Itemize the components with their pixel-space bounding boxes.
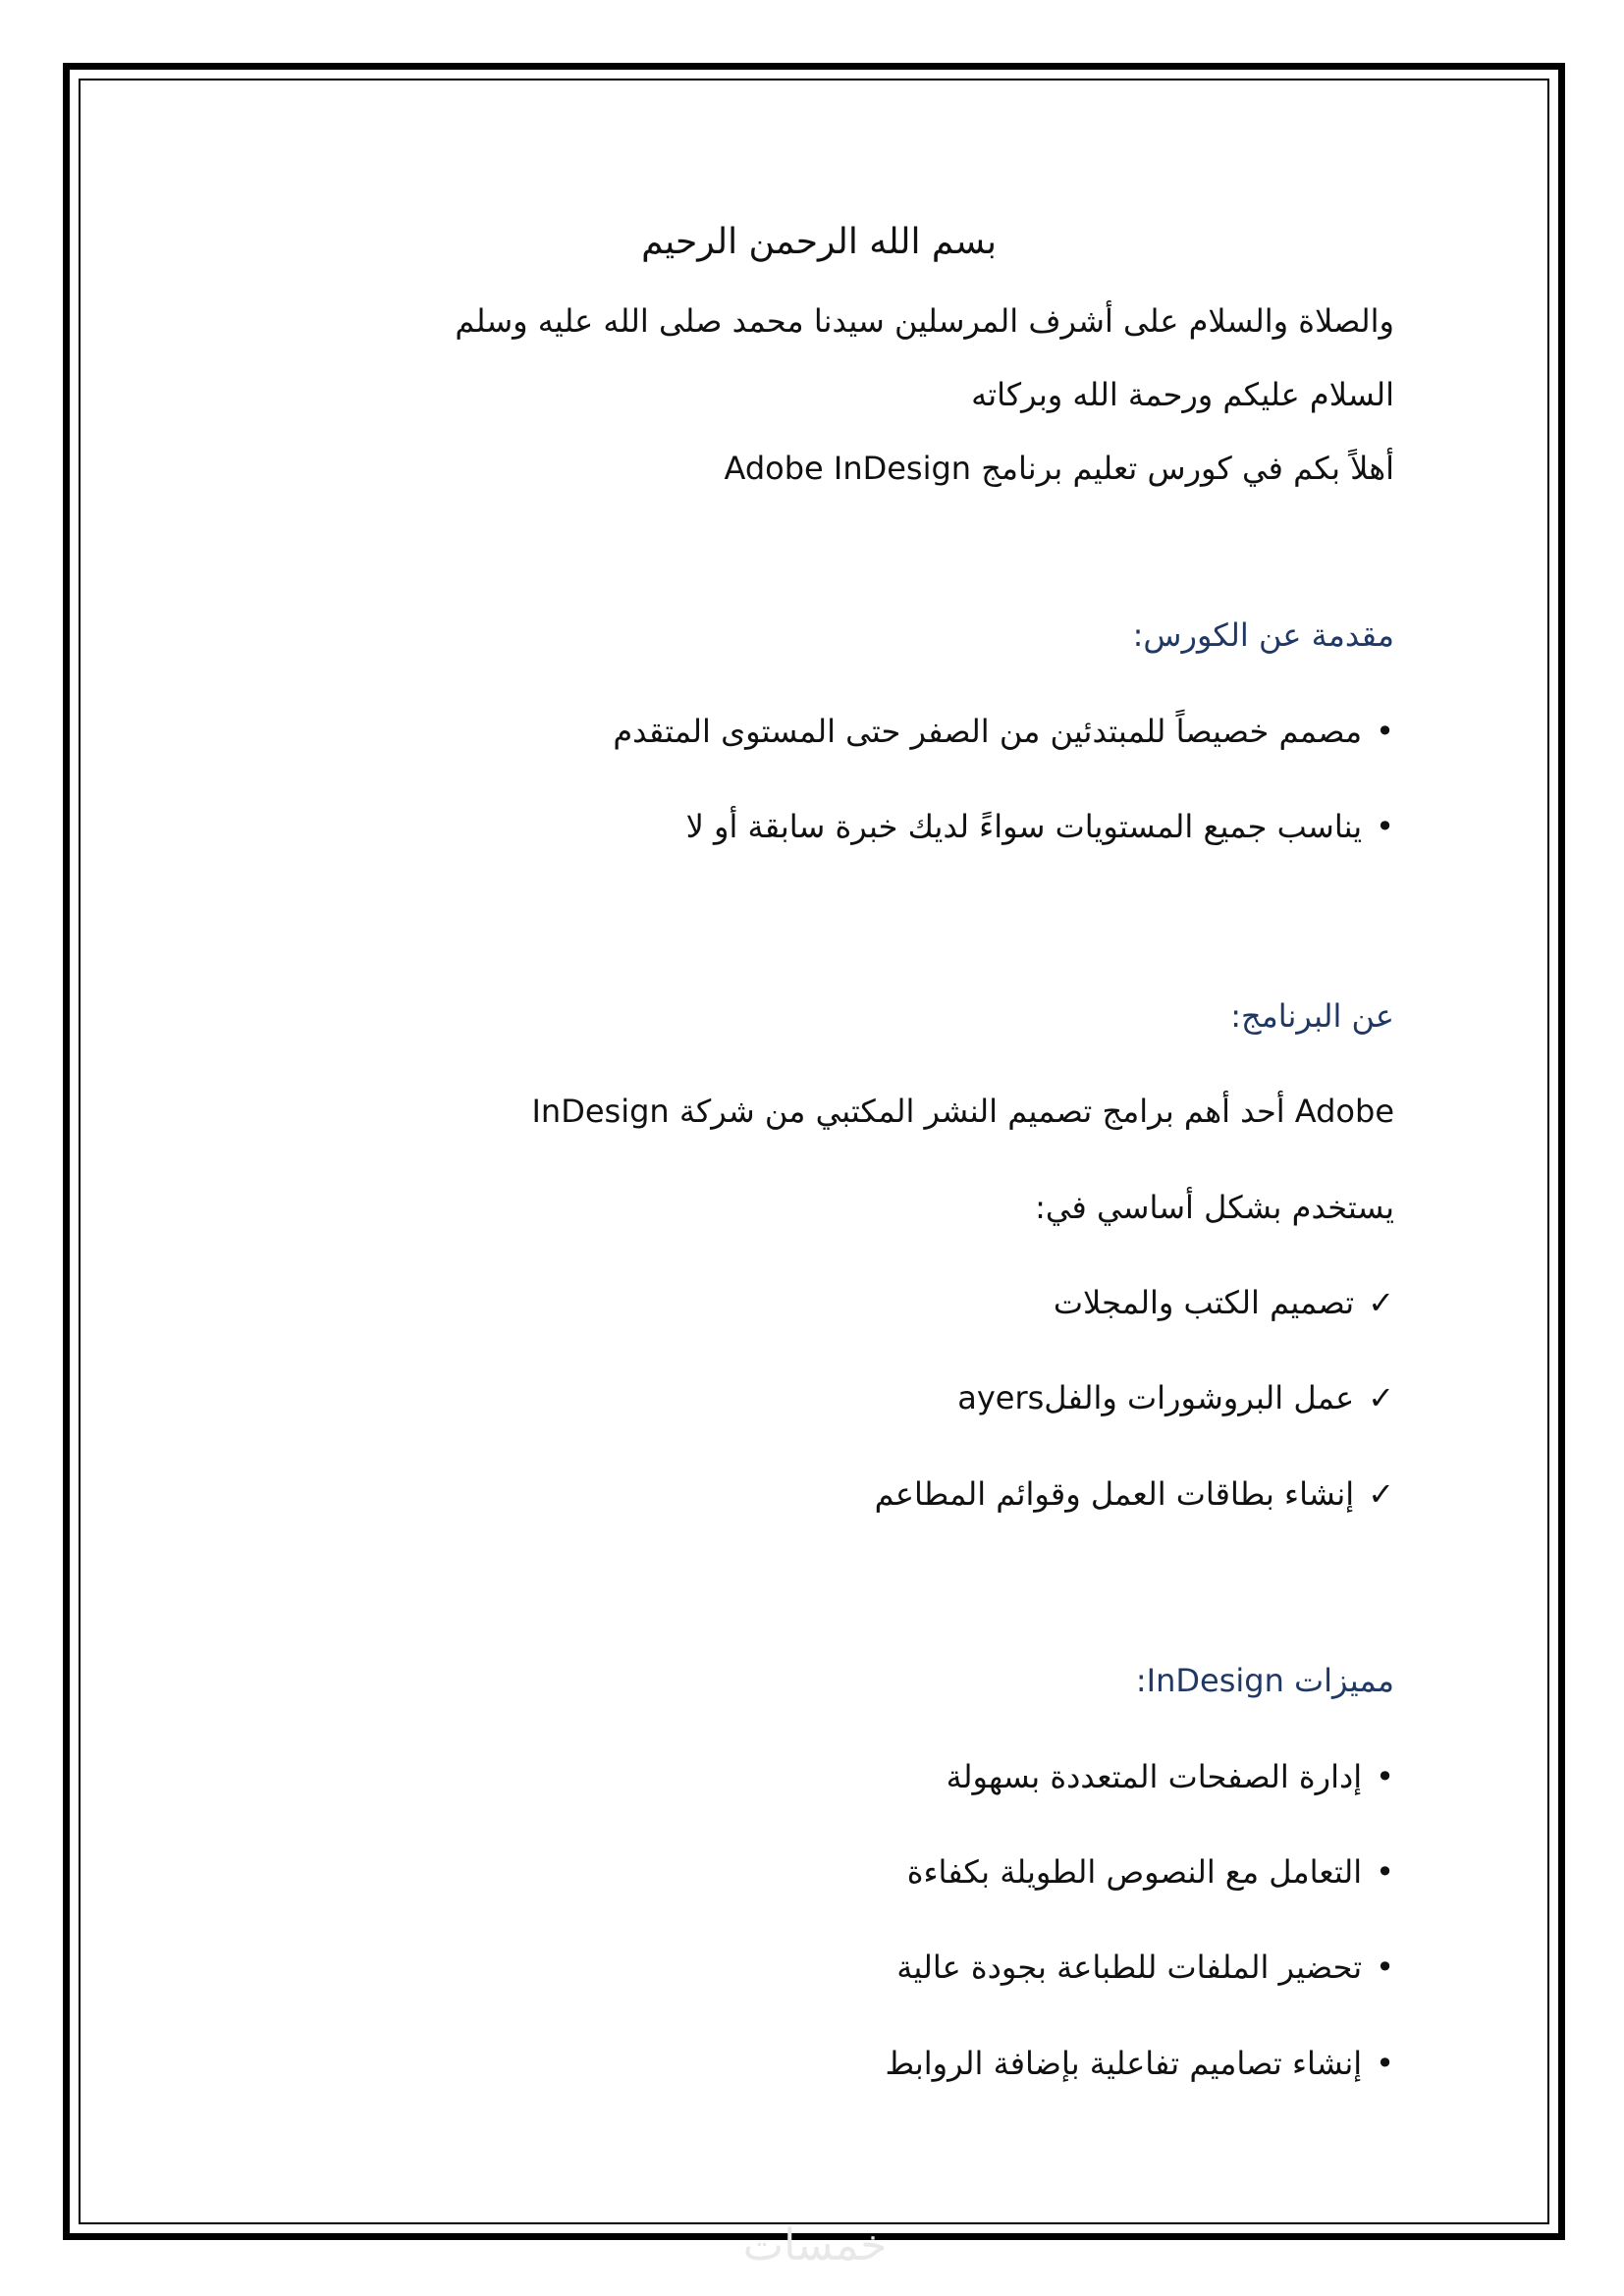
bullet-icon: • (1376, 1949, 1394, 1986)
features-bullet-item (896, 1946, 1394, 1989)
features-bullet-text: إنشاء تصاميم تفاعلية بإضافة الروابط (885, 2045, 1363, 2082)
intro-bullet-text: يناسب جميع المستويات سواءً لديك خبرة سابقة أو لا (685, 808, 1363, 845)
intro-bullet-item (613, 710, 1394, 753)
program-use-item (957, 1376, 1394, 1419)
welcome-line: أهلاً بكم في كورس تعليم برنامج Adobe InDesign (724, 450, 1394, 487)
bullet-icon: • (1376, 808, 1394, 845)
program-use-item (1054, 1281, 1394, 1324)
program-use-text: إنشاء بطاقات العمل وقوائم المطاعم (874, 1475, 1355, 1513)
intro-bullet-item (686, 805, 1394, 848)
bullet-icon: • (1376, 1758, 1394, 1795)
features-bullet-item (886, 2042, 1395, 2085)
features-bullet-text: تحضير الملفات للطباعة بجودة عالية (896, 1949, 1363, 1986)
checkmark-icon: ✓ (1368, 1284, 1394, 1321)
checkmark-icon: ✓ (1368, 1475, 1394, 1513)
bullet-icon: • (1376, 1853, 1394, 1891)
features-bullet-text: إدارة الصفحات المتعددة بسهولة (946, 1758, 1363, 1795)
bullet-icon: • (1376, 713, 1394, 750)
features-bullet-text: التعامل مع النصوص الطويلة بكفاءة (906, 1853, 1363, 1891)
salat-line: والصلاة والسلام على أشرف المرسلين سيدنا محمد صلى الله عليه وسلم (455, 302, 1394, 340)
program-use-text: تصميم الكتب والمجلات (1053, 1284, 1355, 1321)
program-uses-intro: يستخدم بشكل أساسي في: (1035, 1189, 1394, 1226)
program-use-text: عمل البروشورات والفلayers (957, 1379, 1355, 1416)
program-heading: عن البرنامج: (1230, 997, 1394, 1035)
intro-heading: مقدمة عن الكورس: (1132, 616, 1394, 654)
program-use-item (875, 1472, 1394, 1516)
greeting-line: السلام عليكم ورحمة الله وبركاته (971, 376, 1394, 413)
features-heading: مميزات InDesign: (1135, 1662, 1394, 1699)
watermark-logo: خمسات (742, 2220, 888, 2270)
basmala-line: بسم الله الرحمن الرحيم (641, 222, 997, 262)
features-bullet-item (947, 1755, 1394, 1798)
program-description: InDesign أحد أهم برامج تصميم النشر المكتبي من شركة Adobe (531, 1093, 1394, 1130)
features-bullet-item (907, 1850, 1394, 1894)
intro-bullet-text: مصمم خصيصاً للمبتدئين من الصفر حتى المستوى المتقدم (613, 713, 1363, 750)
bullet-icon: • (1376, 2045, 1394, 2082)
checkmark-icon: ✓ (1368, 1379, 1394, 1416)
